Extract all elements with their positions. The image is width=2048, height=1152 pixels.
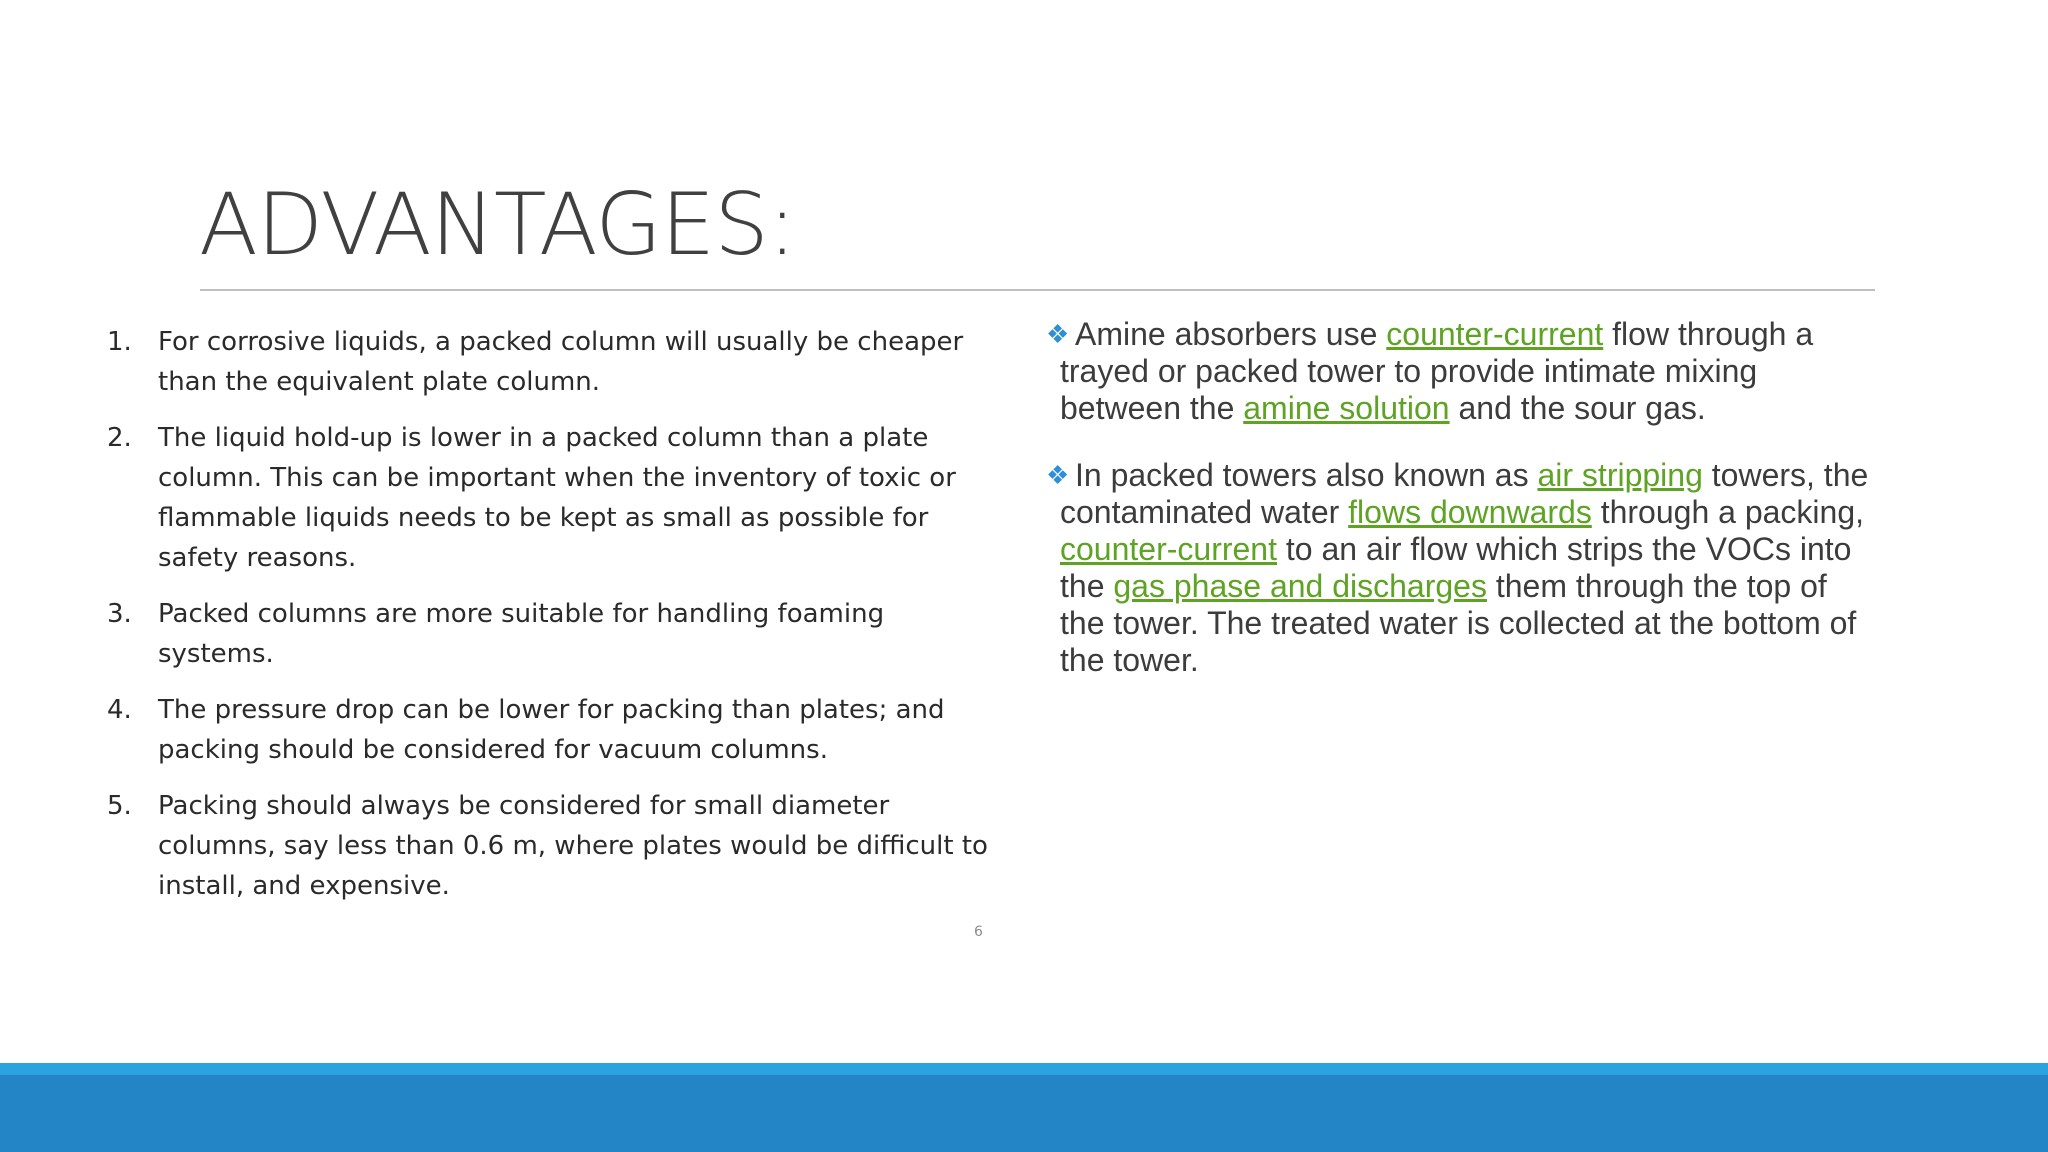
footer-bar: [0, 1075, 2048, 1152]
paragraph-text: to an air flow which strips the VOCs into the: [1060, 531, 1852, 604]
diamond-bullet-icon: ❖: [1046, 319, 1070, 349]
list-item-text: The pressure drop can be lower for packing than plates; and packing should be considered for vacuum columns.: [158, 695, 945, 765]
paragraph-text: In packed towers also known as: [1075, 457, 1538, 493]
paragraph-text: them through the top of the tower. The treated water is collected at the bottom of the tower.: [1060, 568, 1857, 678]
list-item-text: Packing should always be considered for small diameter columns, say less than 0.6 m, where plates would be difficult to install, and expensive.: [158, 791, 988, 901]
list-item-text: For corrosive liquids, a packed column will usually be cheaper than the equivalent plate column.: [158, 327, 964, 397]
list-item-number: 3.: [107, 599, 132, 629]
list-item: [100, 786, 1000, 906]
amine-absorbers-paragraph: [1046, 316, 1876, 427]
list-item: [100, 418, 1000, 578]
counter-current-link[interactable]: counter-current: [1060, 531, 1277, 567]
flows-downwards-link[interactable]: flows downwards: [1348, 494, 1592, 530]
paragraph-text: and the sour gas.: [1449, 390, 1706, 426]
paragraph-text: Amine absorbers use: [1075, 316, 1387, 352]
paragraph-text: towers, the contaminated water: [1060, 457, 1869, 530]
list-item: [100, 594, 1000, 674]
paragraph-text: through a packing,: [1591, 494, 1864, 530]
list-item-text: Packed columns are more suitable for handling foaming systems.: [158, 599, 885, 669]
list-item-number: 4.: [107, 695, 132, 725]
page-number: 6: [974, 924, 983, 940]
right-column: [1046, 316, 1876, 709]
list-item-number: 5.: [107, 791, 132, 821]
list-item-number: 2.: [107, 423, 132, 453]
title-divider: [200, 289, 1875, 291]
diamond-bullet-icon: ❖: [1046, 460, 1070, 490]
air-stripping-link[interactable]: air stripping: [1537, 457, 1703, 493]
counter-current-link[interactable]: counter-current: [1386, 316, 1604, 352]
packed-towers-paragraph: [1046, 457, 1876, 679]
list-item: [100, 690, 1000, 770]
list-item: [100, 322, 1000, 402]
paragraph-text: flow through a trayed or packed tower to provide intimate mixing between the: [1060, 316, 1814, 426]
list-item-text: The liquid hold-up is lower in a packed column than a plate column. This can be important when the inventory of toxic or flammable liquids needs to be kept as small as possible for safety reasons.: [158, 423, 956, 573]
footer-accent-stripe: [0, 1063, 2048, 1075]
list-item-number: 1.: [107, 327, 132, 357]
amine-solution-link[interactable]: amine solution: [1243, 390, 1450, 426]
slide-title: ADVANTAGES:: [199, 175, 796, 275]
advantages-list: [100, 322, 1000, 922]
gas-phase-link[interactable]: gas phase and discharges: [1113, 568, 1487, 604]
